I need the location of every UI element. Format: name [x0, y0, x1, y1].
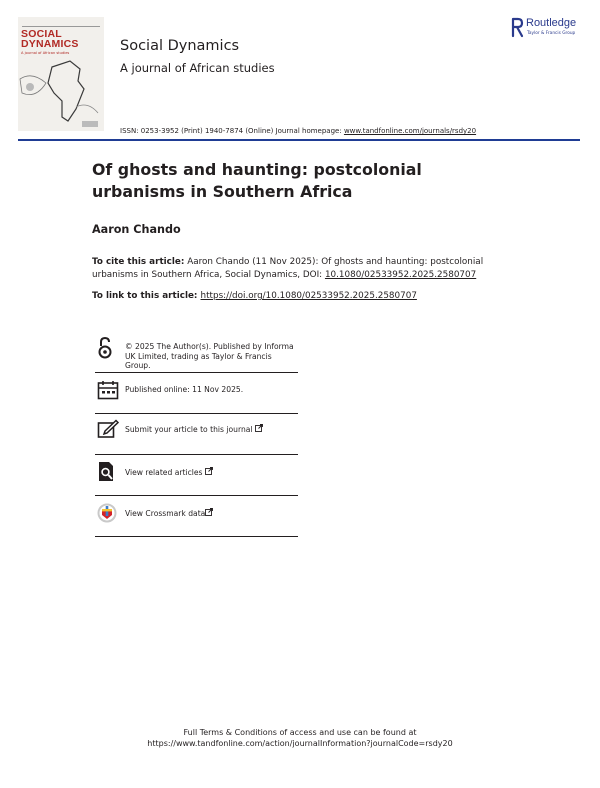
crossmark-link[interactable] — [125, 508, 297, 519]
open-access-icon — [97, 337, 113, 359]
related-articles-label: View related articles — [125, 468, 203, 477]
related-row[interactable] — [95, 455, 298, 496]
doi-link[interactable]: 10.1080/02533952.2025.2580707 — [324, 269, 477, 280]
routledge-logo-name: Routledge — [526, 17, 577, 29]
article-url-link[interactable]: https://doi.org/10.1080/02533952.2025.2580707 — [200, 291, 417, 301]
license-row — [95, 332, 298, 373]
routledge-logo-tagline: Taylor & Francis Group — [527, 31, 576, 36]
edit-icon — [97, 419, 119, 439]
journal-cover-image — [18, 17, 104, 131]
footer — [0, 727, 600, 749]
cover-map-illustration — [18, 17, 104, 131]
search-document-icon — [97, 461, 117, 483]
article-title: Of ghosts and haunting: postcolonial urbanisms in Southern Africa — [92, 160, 422, 201]
cover-title: SOCIAL DYNAMICS — [21, 28, 79, 50]
calendar-icon — [97, 380, 119, 400]
crossmark-label: View Crossmark data — [125, 509, 206, 518]
cover-subtitle: A journal of African studies — [21, 51, 70, 55]
cite-text: Aaron Chando (11 Nov 2025): Of ghosts and haunting: postcolonial urbanisms in Southern Africa, Social Dynamics, DOI: — [92, 257, 484, 280]
published-row — [95, 373, 298, 414]
journal-title: Social Dynamics — [120, 38, 240, 54]
issn-line — [120, 127, 476, 135]
article-author: Aaron Chando — [92, 223, 181, 236]
routledge-logo-icon — [510, 17, 524, 38]
submit-article-link[interactable] — [125, 424, 297, 435]
crossmark-row[interactable] — [95, 496, 298, 537]
license-text: © 2025 The Author(s). Published by Informa UK Limited, trading as Taylor & Francis Group. — [125, 342, 294, 370]
external-link-icon — [205, 467, 213, 475]
issn-text: ISSN: 0253-3952 (Print) 1940-7874 (Online) Journal homepage: — [120, 127, 344, 135]
related-articles-link[interactable] — [125, 467, 297, 478]
cite-label: To cite this article: — [92, 257, 185, 267]
submit-article-label: Submit your article to this journal — [125, 425, 253, 434]
published-date: Published online: 11 Nov 2025. — [125, 385, 244, 394]
article-link-block — [92, 290, 522, 303]
article-info-box — [95, 332, 298, 536]
footer-terms-text: Full Terms & Conditions of access and use can be found at — [183, 728, 417, 737]
footer-terms-url[interactable]: https://www.tandfonline.com/action/journalInformation?journalCode=rsdy20 — [147, 739, 453, 748]
crossmark-icon — [97, 503, 117, 525]
link-label: To link to this article: — [92, 291, 201, 301]
journal-homepage-link[interactable]: www.tandfonline.com/journals/rsdy20 — [343, 127, 477, 135]
citation-block — [92, 256, 522, 281]
external-link-icon — [255, 424, 263, 432]
header-divider — [18, 139, 580, 141]
external-link-icon — [205, 508, 213, 516]
journal-subtitle: A journal of African studies — [120, 61, 275, 75]
submit-row[interactable] — [95, 414, 298, 455]
